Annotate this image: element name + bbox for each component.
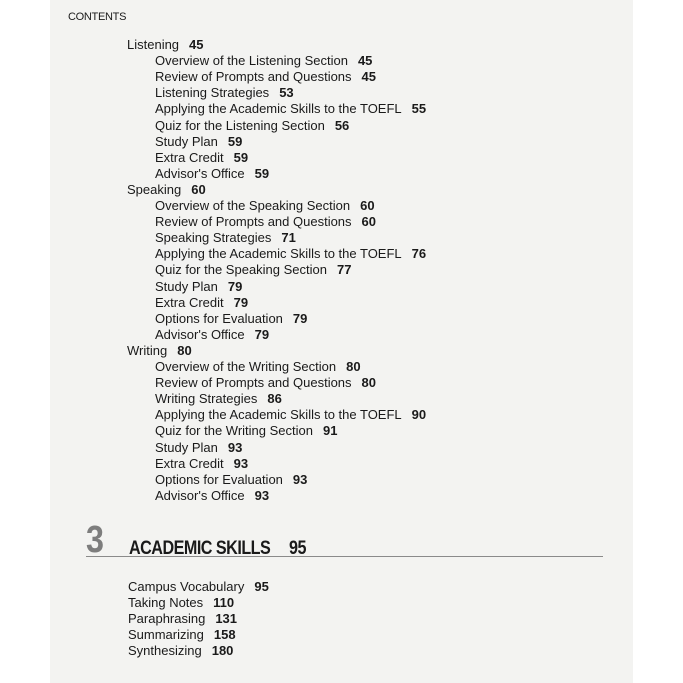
toc-subentry: [155, 488, 269, 504]
chapter-page: 95: [288, 538, 306, 559]
running-head: CONTENTS: [68, 11, 127, 23]
toc-subentry: [155, 295, 248, 311]
entry-title: Applying the Academic Skills to the TOEFL: [155, 246, 402, 262]
entry-page: 93: [292, 471, 308, 487]
toc-subentry: [155, 440, 242, 456]
entry-title: Applying the Academic Skills to the TOEFL: [155, 407, 402, 423]
toc-subentry: [155, 246, 426, 262]
entry-title: Study Plan: [155, 133, 218, 149]
toc-subentry: [155, 391, 282, 407]
toc-section: [127, 182, 206, 198]
entry-title: Options for Evaluation: [155, 471, 283, 487]
entry-title: Summarizing: [128, 627, 204, 642]
chapter-entry: [128, 627, 236, 643]
entry-title: Quiz for the Speaking Section: [155, 262, 327, 278]
chapter-entry: [128, 579, 269, 595]
entry-title: Extra Credit: [155, 149, 224, 165]
entry-title: Advisor's Office: [155, 326, 245, 342]
entry-title: Applying the Academic Skills to the TOEFL: [155, 101, 402, 117]
toc-section: [127, 37, 204, 53]
entry-title: Speaking Strategies: [155, 230, 272, 246]
entry-page: 95: [254, 579, 269, 594]
entry-page: 93: [233, 455, 249, 471]
entry-page: 59: [233, 149, 249, 165]
entry-title: Listening Strategies: [155, 85, 270, 101]
entry-page: 45: [361, 69, 377, 85]
entry-title: Options for Evaluation: [155, 310, 283, 326]
toc-subentry: [155, 214, 376, 230]
toc-subentry: [155, 101, 426, 117]
entry-page: 55: [411, 101, 427, 117]
toc-subentry: [155, 407, 426, 423]
entry-title: Writing Strategies: [155, 391, 258, 407]
entry-page: 79: [233, 294, 249, 310]
entry-page: 91: [323, 423, 338, 439]
entry-page: 60: [360, 198, 375, 213]
entry-page: 77: [337, 262, 352, 278]
chapter-number: 3: [86, 519, 104, 561]
toc-subentry: [155, 456, 248, 472]
entry-page: 79: [227, 278, 243, 294]
toc-subentry: [155, 311, 307, 327]
toc-subentry: [155, 53, 372, 69]
entry-title: Overview of the Listening Section: [155, 53, 348, 69]
toc-subentry: [155, 134, 242, 150]
chapter-entry: [128, 595, 234, 611]
toc-section: [127, 343, 192, 359]
entry-title: Advisor's Office: [155, 487, 245, 503]
entry-page: 60: [191, 181, 206, 197]
toc-subentry: [155, 279, 242, 295]
toc-subentry: [155, 423, 337, 439]
entry-page: 56: [334, 117, 350, 133]
entry-page: 59: [227, 133, 243, 149]
toc-subentry: [155, 359, 361, 375]
entry-page: 45: [357, 53, 373, 69]
entry-title: Study Plan: [155, 439, 218, 455]
entry-page: 80: [361, 375, 377, 391]
entry-title: Synthesizing: [128, 643, 202, 658]
entry-page: 90: [411, 407, 427, 423]
toc-subentry: [155, 327, 269, 343]
chapter-title-line: [129, 538, 306, 560]
entry-page: 59: [254, 165, 270, 181]
toc-subentry: [155, 85, 294, 101]
entry-page: 93: [227, 439, 243, 455]
toc-subentry: [155, 230, 296, 246]
entry-page: 60: [361, 214, 377, 230]
toc-subentry: [155, 472, 307, 488]
entry-title: Extra Credit: [155, 455, 224, 471]
entry-page: 79: [292, 310, 308, 326]
entry-page: 180: [211, 643, 234, 658]
entry-title: Quiz for the Writing Section: [155, 423, 313, 439]
toc-subentry: [155, 150, 248, 166]
entry-title: Writing: [127, 342, 168, 358]
toc-subentry: [155, 262, 351, 278]
entry-title: Advisor's Office: [155, 165, 245, 181]
entry-page: 71: [281, 230, 296, 246]
entry-page: 53: [279, 85, 294, 101]
entry-page: 45: [189, 37, 204, 52]
entry-title: Overview of the Writing Section: [155, 359, 337, 374]
entry-page: 86: [267, 391, 282, 407]
entry-page: 80: [346, 359, 361, 374]
toc-subentry: [155, 375, 376, 391]
entry-title: Campus Vocabulary: [128, 579, 245, 594]
chapter-title: ACADEMIC SKILLS: [129, 538, 271, 559]
entry-page: 110: [213, 595, 235, 610]
entry-title: Speaking: [127, 181, 182, 197]
chapter-heading: [86, 519, 603, 561]
entry-page: 80: [177, 342, 192, 358]
entry-page: 76: [411, 246, 427, 262]
toc-subentry: [155, 166, 269, 182]
chapter-entry: [128, 611, 237, 627]
entry-page: 93: [254, 487, 270, 503]
entry-title: Review of Prompts and Questions: [155, 69, 352, 85]
entry-title: Review of Prompts and Questions: [155, 214, 352, 230]
entry-title: Paraphrasing: [128, 611, 206, 626]
entry-title: Overview of the Speaking Section: [155, 198, 351, 213]
entry-page: 158: [213, 627, 236, 642]
entry-page: 79: [254, 326, 270, 342]
entry-page: 131: [215, 611, 238, 626]
entry-title: Extra Credit: [155, 294, 224, 310]
toc-subentry: [155, 69, 376, 85]
toc-subentry: [155, 198, 375, 214]
entry-title: Taking Notes: [128, 595, 204, 610]
entry-title: Quiz for the Listening Section: [155, 117, 325, 133]
chapter-entry: [128, 643, 233, 659]
entry-title: Study Plan: [155, 278, 218, 294]
entry-title: Listening: [127, 37, 180, 52]
toc-subentry: [155, 118, 349, 134]
entry-title: Review of Prompts and Questions: [155, 375, 352, 391]
